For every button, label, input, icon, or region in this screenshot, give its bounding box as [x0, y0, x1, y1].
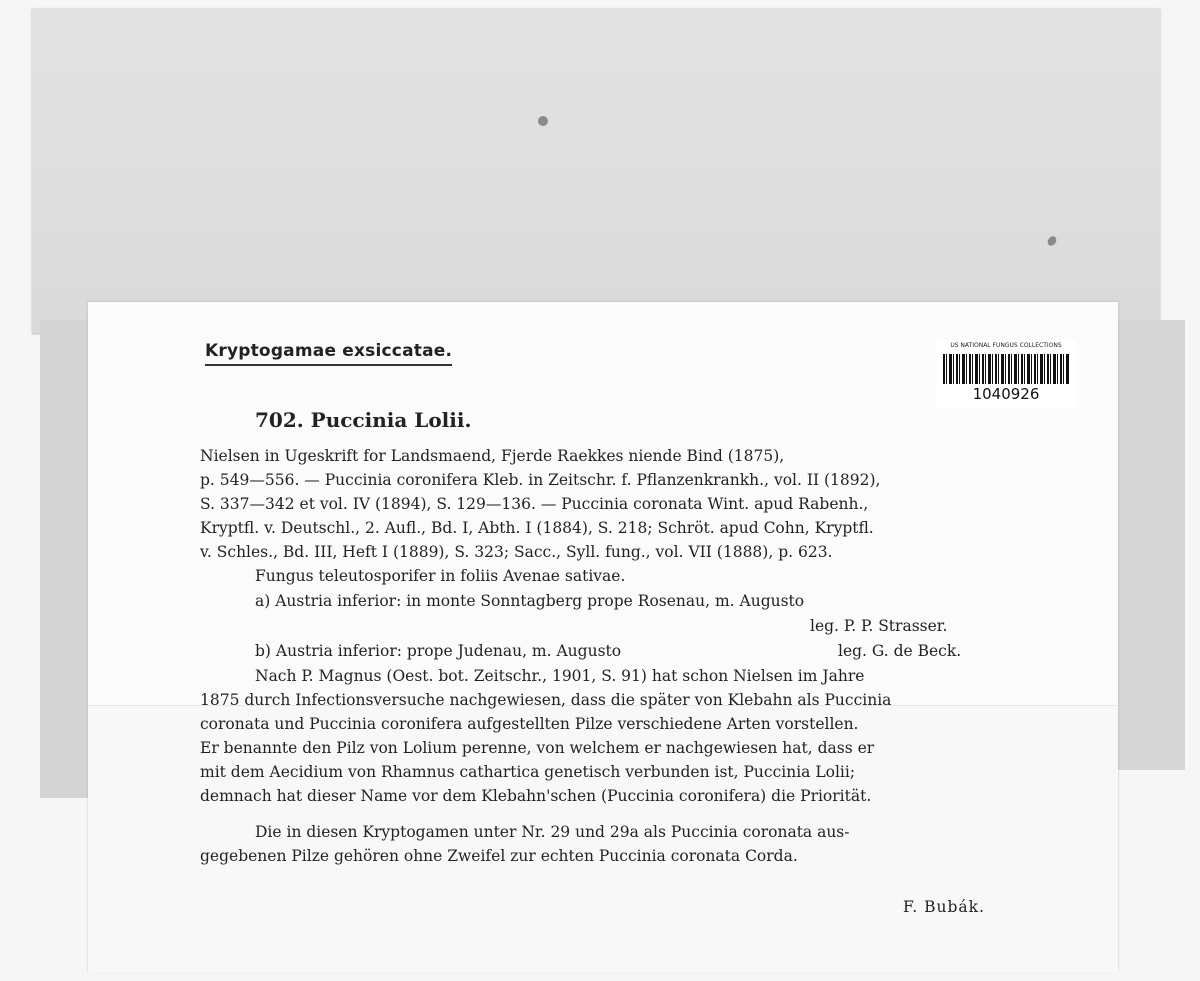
- host-line: Fungus teleutosporifer in foliis Avenae sativae.: [255, 567, 626, 585]
- note-line: coronata und Puccinia coronifera aufgestellten Pilze verschiedene Arten vorstellen.: [200, 715, 859, 733]
- species-heading: 702. Puccinia Lolii.: [255, 408, 472, 432]
- herbarium-folder: [32, 8, 1160, 333]
- barcode-icon: [943, 354, 1069, 384]
- citation-line: Kryptfl. v. Deutschl., 2. Aufl., Bd. I, Abth. I (1884), S. 218; Schröt. apud Cohn, Kryptfl.: [200, 519, 874, 537]
- locality-a: a) Austria inferior: in monte Sonntagberg prope Rosenau, m. Augusto: [255, 592, 805, 610]
- citation-line: v. Schles., Bd. III, Heft I (1889), S. 323; Sacc., Syll. fung., vol. VII (1888), p. 623.: [200, 543, 833, 561]
- collector-b: leg. G. de Beck.: [838, 642, 962, 660]
- citation-line: p. 549—556. — Puccinia coronifera Kleb. in Zeitschr. f. Pflanzenkrankh., vol. II (1892),: [200, 471, 881, 489]
- author-signature: F. Bubák.: [902, 898, 985, 916]
- note-line: gegebenen Pilze gehören ohne Zweifel zur echten Puccinia coronata Corda.: [200, 847, 798, 865]
- note-line: 1875 durch Infectionsversuche nachgewiesen, dass die später von Klebahn als Puccinia: [200, 691, 892, 709]
- locality-b: b) Austria inferior: prope Judenau, m. Augusto: [255, 642, 622, 660]
- folder-left-edge: [40, 320, 90, 798]
- citation-line: Nielsen in Ugeskrift for Landsmaend, Fjerde Raekkes niende Bind (1875),: [200, 447, 785, 465]
- note-line: Die in diesen Kryptogamen unter Nr. 29 und 29a als Puccinia coronata aus-: [255, 823, 850, 841]
- note-line: mit dem Aecidium von Rhamnus cathartica genetisch verbunden ist, Puccinia Lolii;: [200, 763, 856, 781]
- note-line: demnach hat dieser Name vor dem Klebahn'schen (Puccinia coronifera) die Priorität.: [200, 787, 872, 805]
- note-line: Nach P. Magnus (Oest. bot. Zeitschr., 1901, S. 91) hat schon Nielsen im Jahre: [255, 667, 865, 685]
- series-title: Kryptogamae exsiccatae.: [205, 341, 452, 366]
- barcode-sticker: [936, 340, 1076, 408]
- note-line: Er benannte den Pilz von Lolium perenne, von welchem er nachgewiesen hat, dass er: [200, 739, 875, 757]
- barcode-caption: US NATIONAL FUNGUS COLLECTIONS: [950, 342, 1062, 349]
- folder-right-edge: [1110, 320, 1185, 770]
- barcode-number: 1040926: [972, 385, 1040, 403]
- collector-a: leg. P. P. Strasser.: [810, 617, 948, 635]
- citation-line: S. 337—342 et vol. IV (1894), S. 129—136. — Puccinia coronata Wint. apud Rabenh.,: [200, 495, 869, 513]
- paper-speck: [538, 116, 548, 126]
